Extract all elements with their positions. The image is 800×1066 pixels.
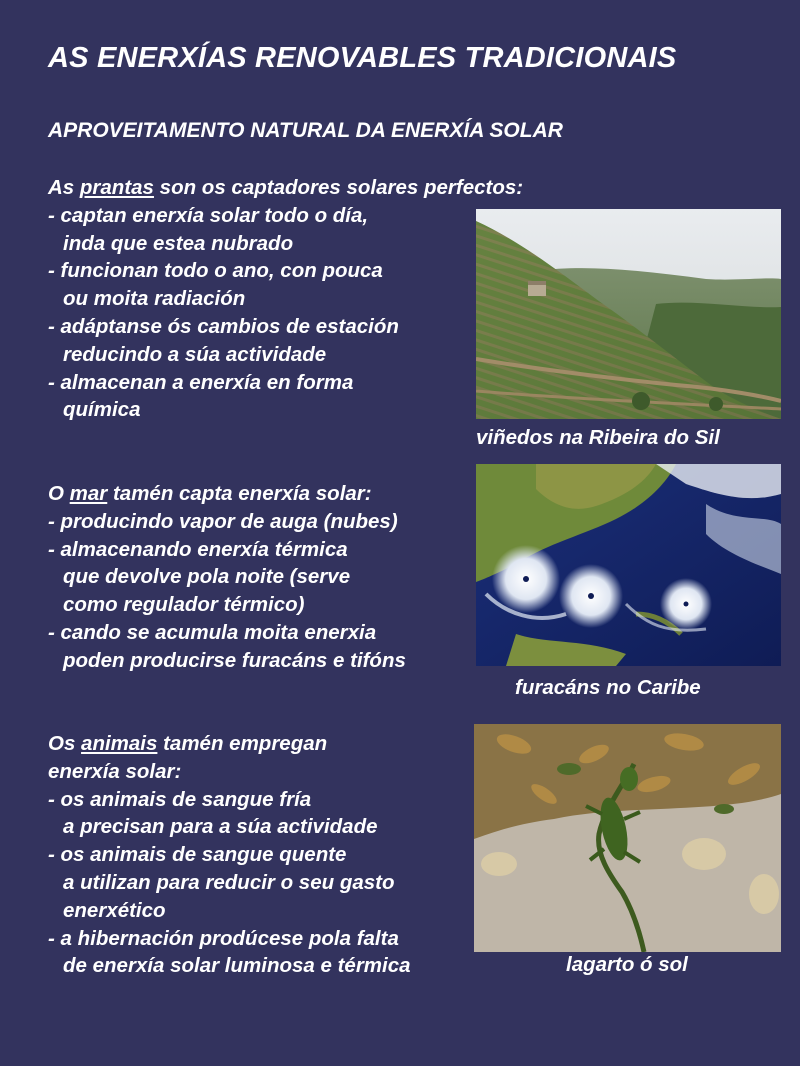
animals-line: a utilizan para reducir o seu gasto [63, 870, 395, 894]
sea-line: - producindo vapor de auga (nubes) [48, 509, 398, 533]
plants-section [48, 174, 523, 424]
sea-line: que devolve pola noite (serve [63, 565, 351, 589]
vineyard-caption: viñedos na Ribeira do Sil [476, 426, 720, 449]
plants-line: - almacenan a enerxía en forma [48, 370, 354, 394]
animals-line: - a hibernación prodúcese pola falta [48, 926, 399, 950]
sea-line: poden producirse furacáns e tifóns [63, 648, 406, 672]
animals-line: enerxía solar: [48, 759, 182, 783]
page-subtitle: APROVEITAMENTO NATURAL DA ENERXÍA SOLAR [48, 119, 563, 142]
sea-section [48, 480, 406, 675]
plants-line: ou moita radiación [63, 287, 246, 311]
animals-line: a precisan para a súa actividade [63, 815, 378, 839]
animals-line: enerxético [63, 898, 166, 922]
sea-line: - cando se acumula moita enerxia [48, 620, 377, 644]
lizard-photo [474, 724, 781, 952]
plants-keyword: prantas [79, 176, 154, 199]
plants-line: - adáptanse ós cambios de estación [48, 314, 399, 338]
animals-keyword: animais [81, 732, 158, 755]
animals-line: - os animais de sangue fría [48, 787, 312, 811]
lizard-caption: lagarto ó sol [566, 953, 688, 976]
sea-line: como regulador térmico) [63, 593, 305, 617]
plants-line: reducindo a súa actividade [63, 342, 327, 366]
plants-line: - captan enerxía solar todo o día, [48, 203, 369, 227]
animals-line: - os animais de sangue quente [48, 843, 347, 867]
sea-line: - almacenando enerxía térmica [48, 537, 348, 561]
vineyard-photo [476, 209, 781, 419]
sea-intro: O mar tamén capta enerxía solar: [48, 482, 372, 505]
animals-section [48, 730, 411, 980]
page-title: AS ENERXÍAS RENOVABLES TRADICIONAIS [48, 42, 677, 74]
hurricanes-caption: furacáns no Caribe [515, 676, 701, 699]
sea-keyword: mar [69, 482, 108, 505]
animals-line: de enerxía solar luminosa e térmica [63, 954, 411, 978]
animals-intro: Os animais tamén empregan [48, 732, 328, 755]
plants-line: inda que estea nubrado [63, 231, 294, 255]
plants-line: - funcionan todo o ano, con pouca [48, 259, 383, 283]
plants-line: química [63, 398, 141, 422]
plants-intro: As prantas son os captadores solares perfectos: [48, 176, 524, 199]
hurricanes-photo [476, 464, 781, 666]
